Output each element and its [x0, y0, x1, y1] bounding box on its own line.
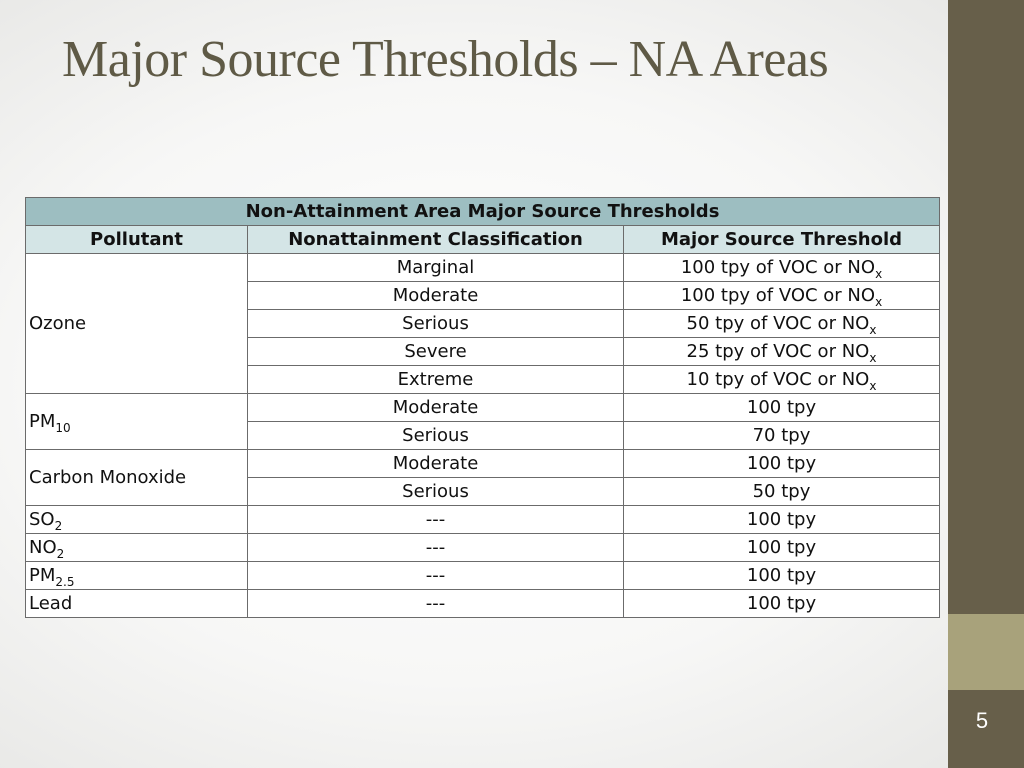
classification-cell: Serious: [248, 422, 624, 450]
pollutant-lead: Lead: [26, 590, 248, 618]
table-row: [26, 506, 940, 534]
threshold-cell: 50 tpy of VOC or $NO_x$: [624, 310, 940, 338]
table-row: [26, 394, 940, 422]
threshold-cell: 100 tpy of VOC or $NO_x$: [624, 282, 940, 310]
slide-title: Major Source Thresholds – NA Areas: [62, 31, 829, 88]
thresholds-table: [25, 197, 940, 618]
sidebar-light-band: [948, 614, 1024, 690]
threshold-cell: 100 tpy: [624, 534, 940, 562]
classification-cell: Moderate: [248, 394, 624, 422]
table-caption: Non-Attainment Area Major Source Thresholds: [26, 198, 940, 226]
page-number: 5: [975, 708, 989, 733]
threshold-cell: 100 tpy of VOC or $NO_x$: [624, 254, 940, 282]
pollutant-pm25: $PM_{2.5}$: [26, 562, 248, 590]
threshold-cell: 25 tpy of VOC or $NO_x$: [624, 338, 940, 366]
pollutant-no2: $NO_2$: [26, 534, 248, 562]
table-row: [26, 534, 940, 562]
table-row: [26, 590, 940, 618]
table-header-row: [26, 226, 940, 254]
pollutant-pm10: $PM_{10}$: [26, 394, 248, 450]
threshold-cell: 70 tpy: [624, 422, 940, 450]
threshold-cell: 100 tpy: [624, 506, 940, 534]
threshold-cell: 100 tpy: [624, 590, 940, 618]
classification-cell: Marginal: [248, 254, 624, 282]
header-classification: Nonattainment Classification: [248, 226, 624, 254]
header-pollutant: Pollutant: [26, 226, 248, 254]
classification-cell: ---: [248, 534, 624, 562]
classification-cell: ---: [248, 590, 624, 618]
threshold-cell: 100 tpy: [624, 394, 940, 422]
pollutant-carbon-monoxide: Carbon Monoxide: [26, 450, 248, 506]
threshold-cell: 100 tpy: [624, 450, 940, 478]
classification-cell: Serious: [248, 310, 624, 338]
classification-cell: Serious: [248, 478, 624, 506]
classification-cell: ---: [248, 562, 624, 590]
classification-cell: Extreme: [248, 366, 624, 394]
threshold-cell: 10 tpy of VOC or $NO_x$: [624, 366, 940, 394]
header-threshold: Major Source Threshold: [624, 226, 940, 254]
table-row: [26, 562, 940, 590]
classification-cell: ---: [248, 506, 624, 534]
table-caption-row: [26, 198, 940, 226]
classification-cell: Severe: [248, 338, 624, 366]
table-row: [26, 450, 940, 478]
table-row: [26, 254, 940, 282]
classification-cell: Moderate: [248, 450, 624, 478]
threshold-cell: 100 tpy: [624, 562, 940, 590]
pollutant-ozone: Ozone: [26, 254, 248, 394]
classification-cell: Moderate: [248, 282, 624, 310]
sidebar-dark-band: [948, 0, 1024, 614]
threshold-cell: 50 tpy: [624, 478, 940, 506]
pollutant-so2: $SO_2$: [26, 506, 248, 534]
